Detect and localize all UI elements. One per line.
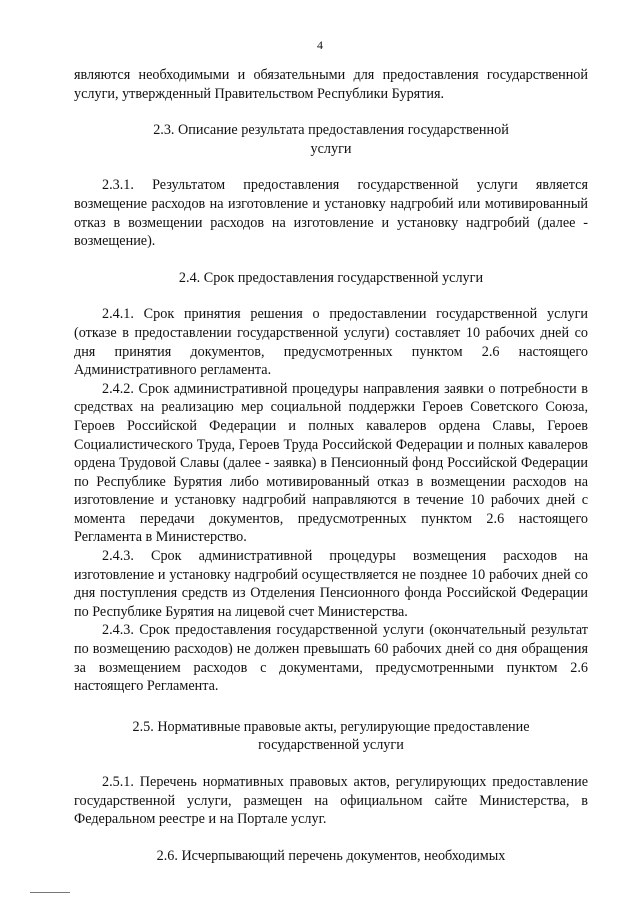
section-heading-2-3: 2.3. Описание результата предоставления государственной услуги bbox=[153, 122, 509, 157]
document-body bbox=[74, 66, 588, 865]
paragraph-continuation: являются необходимыми и обязательными для предоставления государственной услуги, утвержденный Правительством Республики Бурятия. bbox=[74, 67, 588, 102]
paragraph-2-4-1: 2.4.1. Срок принятия решения о предоставлении государственной услуги (отказе в предоставлении государственной услуги) составляет 10 рабочих дней со дня принятия документов, предусмотренных пунктом 2.6 настоящего Административного регламента. bbox=[74, 306, 588, 379]
section-heading-2-4: 2.4. Срок предоставления государственной услуги bbox=[178, 269, 484, 286]
paragraph-2-4-3-final: 2.4.3. Срок предоставления государственной услуги (окончательный результат по возмещению расходов) не должен превышать 60 рабочих дней со дня обращения за возмещением расходов с документами, предусмотренными пунктом 2.6 настоящего Регламента. bbox=[74, 622, 588, 695]
scan-edge-mark bbox=[30, 892, 70, 893]
paragraph-2-4-3: 2.4.3. Срок административной процедуры возмещения расходов на изготовление и установку надгробий осуществляется не позднее 10 рабочих дней со дня поступления средств из Отделения Пенсионного фонда Российской Федерации по Республике Бурятия на лицевой счет Министерства. bbox=[74, 548, 588, 620]
paragraph-2-4-2: 2.4.2. Срок административной процедуры направления заявки о потребности в средствах на реализацию мер социальной поддержки Героев Советского Союза, Героев Российской Федерации и полных кавалеров ордена Славы, Героев Социалистического Труда, Героев Труда Российской Федерации и полных кавалеров ордена Трудовой Славы (далее - заявка) в Пенсионный фонд Российской Федерации по Республике Бурятия либо мотивированный отказ в возмещении расходов на изготовление и установку надгробий направляются в течение 10 рабочих дней с момента передачи документов, предусмотренных пунктом 2.6 настоящего Регламента в Министерство. bbox=[74, 380, 588, 546]
section-heading-2-5: 2.5. Нормативные правовые акты, регулирующие предоставление государственной услуги bbox=[132, 718, 530, 754]
page-number: 4 bbox=[317, 38, 323, 52]
paragraph-2-3-1: 2.3.1. Результатом предоставления государственной услуги является возмещение расходов на изготовление и установку надгробий или мотивированный отказ в возмещении расходов на изготовление и установку надгробий (далее - возмещение). bbox=[74, 177, 588, 250]
section-heading-2-6: 2.6. Исчерпывающий перечень документов, необходимых bbox=[156, 847, 506, 864]
paragraph-2-5-1: 2.5.1. Перечень нормативных правовых актов, регулирующих предоставление государственной услуги, размещен на официальном сайте Министерства, в Федеральном реестре и на Портале услуг. bbox=[74, 774, 588, 828]
